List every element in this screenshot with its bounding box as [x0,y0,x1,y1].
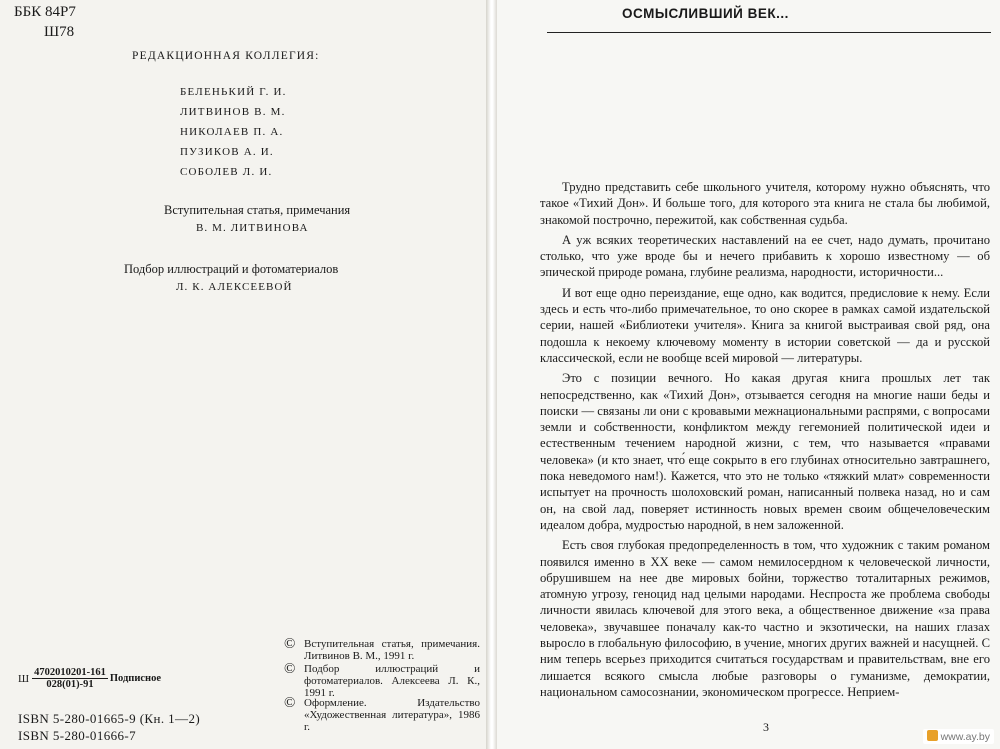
article-credit-author: В. М. ЛИТВИНОВА [196,222,309,234]
running-head: ОСМЫСЛИВШИЙ ВЕК... [622,6,789,21]
page-number: 3 [763,720,769,734]
copyright-text: Оформление. Издательство «Художественная литература», 1986 г. [304,697,480,733]
editorial-board-list [180,82,287,182]
copyright-notice [284,638,480,662]
book-gutter [486,0,497,749]
watermark [923,729,994,744]
copyright-notice [284,697,480,733]
board-member: БЕЛЕНЬКИЙ Г. И. [180,86,287,98]
publication-imprint [18,667,161,690]
paragraph: Трудно представить себе школьного учителя, которому нужно объяснять, что такое «Тихий Дон». И больше того, для которого эта книга не стала бы любимой, знакомой построчно, пережитой, как собственная судьба. [540,180,990,227]
isbn-line: ISBN 5-280-01665-9 (Кн. 1—2) [18,711,201,726]
imprint-fraction [32,667,108,690]
imprint-denominator: 028(01)-91 [46,679,94,690]
author-code: Ш78 [44,24,75,40]
watermark-text: www.ay.by [940,731,990,743]
imprint-numerator: 4702010201-161 [34,667,106,678]
board-member: ЛИТВИНОВ В. М. [180,106,286,118]
paragraph: Это с позиции вечного. Но какая другая книга прошлых лет так непосредственно, как «Тихий Дон», отзывается сегодня на многие наши беды и поиски — связаны ли они с кровавыми межнациональными распрями, с вопросами земли и собственности, конфликтом между гегемонией политической идеи и естественным течением народной жизни, с тем, что называется «правами человека» (и кто знает, что́ еще сокрыто в его глубинах относительно завтрашнего, пока неведомого нам!). Кажется, что это не только «тяжкий млат» современности испытует на прочность шолоховский роман, написанный полвека назад, но и сам он, на свой лад, поверяет истинность новых времен своим общечеловеческим идеалом добра, мудростью народной, в нем заложенной. [540,371,990,532]
bbk-index: ББК 84Р7 [14,4,76,20]
imprint-note: Подписное [109,673,162,684]
left-page [0,0,486,749]
right-page [497,0,1000,749]
isbn-line: ISBN 5-280-01666-7 [18,728,137,743]
paragraph: Есть своя глубокая предопределенность в том, что художник с таким романом появился именно в XX веке — самом немилосердном к человеческой личности, обрушившем на нее две мировых бойни, торжество тоталитарных режимов, атомную угрозу, геноцид над целыми народами. Неспроста же проблема свободы личности явилась ключевой для этого века, а общественное движение «за права человека», звучавшее поначалу как-то частно и экзотически, на наших глазах выросло в глобальную философию, в учение, многих других важней и насущней. С ним теперь всерьез приходится считаться государствам и правительствам, вне его лишается всякого смысла любые разговоры о гуманизме, демократии, национальном самосознании, экономическом прогрессе. Неприем- [540,538,990,699]
board-member: ПУЗИКОВ А. И. [180,146,274,158]
board-member: СОБОЛЕВ Л. И. [180,166,273,178]
imprint-prefix: Ш [18,672,30,685]
illustrations-credit-label: Подбор иллюстраций и фотоматериалов [124,262,339,276]
site-logo-icon [927,730,938,741]
header-rule [547,32,991,33]
bbk-code [14,2,76,42]
copyright-text: Вступительная статья, примечания. Литвинов В. М., 1991 г. [304,638,480,662]
paragraph: А уж всяких теоретических наставлений на ее счет, надо думать, прочитано столько, что уже вроде бы и нечего прибавить к хорошо известному — об эпической природе романа, глубине реализма, народности, историчности... [540,232,990,280]
article-credit-label: Вступительная статья, примечания [164,203,351,217]
editorial-board-title: РЕДАКЦИОННАЯ КОЛЛЕГИЯ: [132,50,320,62]
copyright-symbol: © [284,636,296,652]
body-text [540,179,990,704]
copyright-notice [284,663,480,699]
copyright-symbol: © [284,695,296,711]
copyright-symbol: © [284,661,296,677]
copyright-text: Подбор иллюстраций и фотоматериалов. Алексеева Л. К., 1991 г. [304,663,480,699]
illustrations-credit-author: Л. К. АЛЕКСЕЕВОЙ [176,281,293,293]
board-member: НИКОЛАЕВ П. А. [180,126,284,138]
paragraph: И вот еще одно переиздание, еще одно, как водится, предисловие к нему. Если здесь и есть что-либо примечательное, то оно скорее в рамках самой издательской серии, нашей «Библиотеки учителя». Книга за книгой выстраивая свой ряд, она подошла к некоему ключевому моменту в истории советской — да и русской классической, если не вообще всей мировой — литературы. [540,285,990,365]
